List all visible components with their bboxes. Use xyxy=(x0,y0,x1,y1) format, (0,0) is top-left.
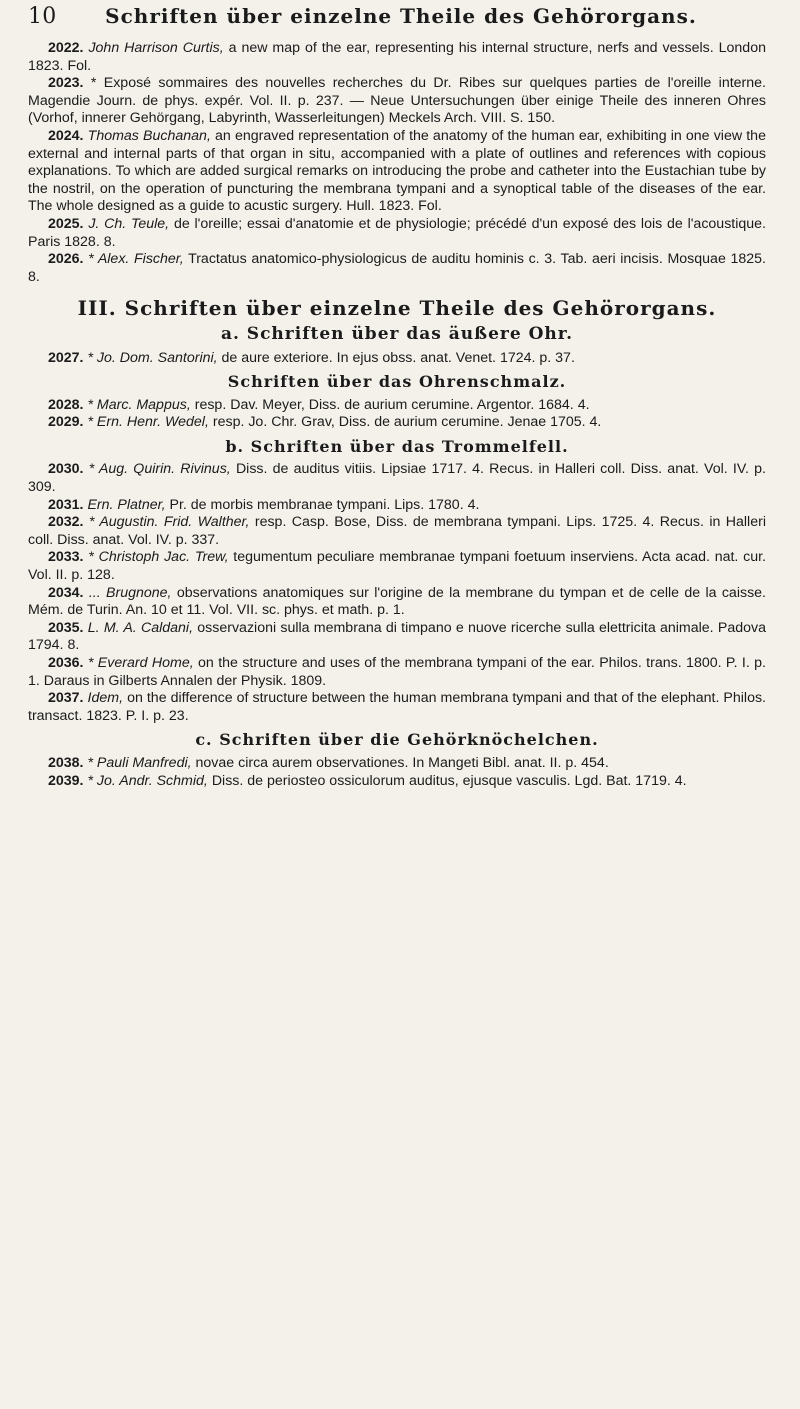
entry-author: * Alex. Fischer, xyxy=(88,251,184,268)
bib-entry xyxy=(28,773,766,791)
subsection-heading-a: a. Schriften über das äußere Ohr. xyxy=(220,323,574,344)
bib-entry xyxy=(28,755,766,773)
subsection-heading-c: c. Schriften über die Gehörknöchelchen. xyxy=(195,730,599,750)
bib-entry xyxy=(28,414,766,432)
entry-text: on the structure and uses of the membrana tympani of the ear. Philos. trans. 1800. P. I. p. 1. Daraus in Gilberts Annalen der Physik. 1809. xyxy=(28,655,766,689)
entry-group-c xyxy=(28,397,766,432)
entry-text: a new map of the ear, representing his internal structure, nerfs and vessels. London 1823. Fol. xyxy=(28,40,766,74)
running-title: Schriften über einzelne Theile des Gehörorgans. xyxy=(105,4,697,28)
entry-author: * Jo. Dom. Santorini, xyxy=(87,349,218,366)
entry-text: an engraved representation of the anatomy of the human ear, exhibiting in one view the external and internal parts of that organ in situ, accompanied with a plate of outlines and references with copious explanations. To which are added surgical remarks on introducing the probe and catheter into the Eustachian tube by the nostril, on the operation of puncturing the membrana tympani and a synoptical table of the diseases of the ear. The whole designed as a guide to acustic surgery. Hull. 1823. Fol. xyxy=(28,127,766,215)
entry-author: Thomas Buchanan, xyxy=(87,127,211,144)
entry-number: 2027. xyxy=(48,349,84,366)
entry-number: 2037. xyxy=(48,690,84,707)
entry-text: Tractatus anatomico-physiologicus de auditu hominis c. 3. Tab. aeri incisis. Mosquae 1825. 8. xyxy=(28,251,766,285)
entry-author: * Marc. Mappus, xyxy=(87,396,191,413)
entry-text: resp. Jo. Chr. Grav, Diss. de aurium cerumine. Jenae 1705. 4. xyxy=(212,414,602,431)
bib-entry xyxy=(28,620,766,655)
bib-entry xyxy=(28,216,766,251)
bib-entry xyxy=(28,350,766,368)
entry-text: resp. Dav. Meyer, Diss. de aurium cerumine. Argentor. 1684. 4. xyxy=(194,396,590,413)
entry-author: * Christoph Jac. Trew, xyxy=(88,549,229,566)
bib-entry xyxy=(28,251,766,286)
bibliography xyxy=(28,40,766,790)
entry-author: Idem, xyxy=(87,690,124,707)
entry-number: 2034. xyxy=(48,584,84,601)
entry-text: Diss. de auditus vitiis. Lipsiae 1717. 4. Recus. in Halleri coll. Diss. anat. Vol. IV. p. 309. xyxy=(28,461,766,496)
bib-entry xyxy=(28,497,766,515)
entry-text: Pr. de morbis membranae tympani. Lips. 1780. 4. xyxy=(169,496,480,513)
entry-number: 2025. xyxy=(48,215,84,232)
bib-entry xyxy=(28,40,766,75)
subsection-heading-ohrenschmalz: Schriften über das Ohrenschmalz. xyxy=(227,372,567,392)
entry-author: * Everard Home, xyxy=(87,655,194,671)
entry-number: 2029. xyxy=(48,414,84,431)
bib-entry xyxy=(28,128,766,216)
entry-author: L. M. A. Caldani, xyxy=(87,619,194,636)
entry-author: * Jo. Andr. Schmid, xyxy=(87,772,208,789)
entry-author: * Pauli Manfredi, xyxy=(87,754,192,771)
entry-author: * Aug. Quirin. Rivinus, xyxy=(88,461,231,478)
page-number: 10 xyxy=(28,4,57,29)
entry-number: 2033. xyxy=(48,549,84,566)
entry-number: 2039. xyxy=(48,772,84,789)
entry-group-d xyxy=(28,461,766,725)
entry-number: 2022. xyxy=(48,40,84,56)
entry-text: * Exposé sommaires des nouvelles recherches du Dr. Ribes sur quelques parties de l'oreille interne. Magendie Journ. de phys. expér. Vol. II. p. 237. — Neue Untersuchungen über einige Theile des inneren Ohres (Vorhof, innerer Gehörgang, Labyrinth, Wasserleitungen) Meckels Arch. VIII. S. 150. xyxy=(28,75,766,127)
bib-entry xyxy=(28,655,766,690)
bib-entry xyxy=(28,75,766,128)
bib-entry xyxy=(28,514,766,549)
entry-text: observations anatomiques sur l'origine de la membrane du tympan et de celle de la caisse. Mém. de Turin. An. 10 et 11. Vol. VII. sc. phys. et math. p. 1. xyxy=(28,584,766,619)
entry-group-a xyxy=(28,40,766,286)
entry-author: ... Brugnone, xyxy=(88,584,172,601)
entry-text: Diss. de periosteo ossiculorum auditus, ejusque vasculis. Lgd. Bat. 1719. 4. xyxy=(211,772,687,789)
entry-number: 2032. xyxy=(48,514,84,531)
entry-number: 2030. xyxy=(48,461,84,478)
entry-number: 2035. xyxy=(48,619,84,636)
entry-number: 2028. xyxy=(48,396,84,413)
bib-entry xyxy=(28,397,766,415)
entry-text: de aure exteriore. In ejus obss. anat. Venet. 1724. p. 37. xyxy=(221,349,575,366)
entry-number: 2024. xyxy=(48,127,84,144)
entry-author: Ern. Platner, xyxy=(87,496,166,513)
entry-number: 2026. xyxy=(48,251,84,268)
entry-author: John Harrison Curtis, xyxy=(88,40,224,56)
entry-text: on the difference of structure between the human membrana tympani and that of the elephant. Philos. transact. 1823. P. I. p. 23. xyxy=(28,690,766,724)
entry-group-b xyxy=(28,350,766,368)
entry-text: novae circa aurem observationes. In Mangeti Bibl. anat. II. p. 454. xyxy=(195,754,609,771)
section-heading-III: III. Schriften über einzelne Theile des Gehörorgans. xyxy=(77,296,717,321)
entry-text: osservazioni sulla membrana di timpano e nuove ricerche sulla elettricita animale. Padova 1794. 8. xyxy=(28,619,766,654)
bib-entry xyxy=(28,461,766,496)
entry-author: * Ern. Henr. Wedel, xyxy=(87,414,209,431)
bib-entry xyxy=(28,690,766,725)
entry-number: 2023. xyxy=(48,75,84,92)
entry-number: 2038. xyxy=(48,754,84,771)
entry-group-e xyxy=(28,755,766,790)
running-head xyxy=(28,4,766,40)
entry-author: J. Ch. Teule, xyxy=(88,215,170,232)
entry-text: de l'oreille; essai d'anatomie et de physiologie; précédé d'un exposé des lois de l'acoustique. Paris 1828. 8. xyxy=(28,215,767,250)
entry-author: * Augustin. Frid. Walther, xyxy=(88,514,250,531)
entry-number: 2036. xyxy=(48,655,84,671)
bib-entry xyxy=(28,549,766,584)
subsection-heading-b: b. Schriften über das Trommelfell. xyxy=(225,436,569,456)
bib-entry xyxy=(28,585,766,620)
entry-number: 2031. xyxy=(48,496,84,513)
entry-text: resp. Casp. Bose, Diss. de membrana tympani. Lips. 1725. 4. Recus. in Halleri coll. Diss. anat. Vol. IV. p. 337. xyxy=(28,514,766,548)
entry-text: tegumentum peculiare membranae tympani foetuum inserviens. Acta acad. nat. cur. Vol. II. p. 128. xyxy=(28,549,766,584)
